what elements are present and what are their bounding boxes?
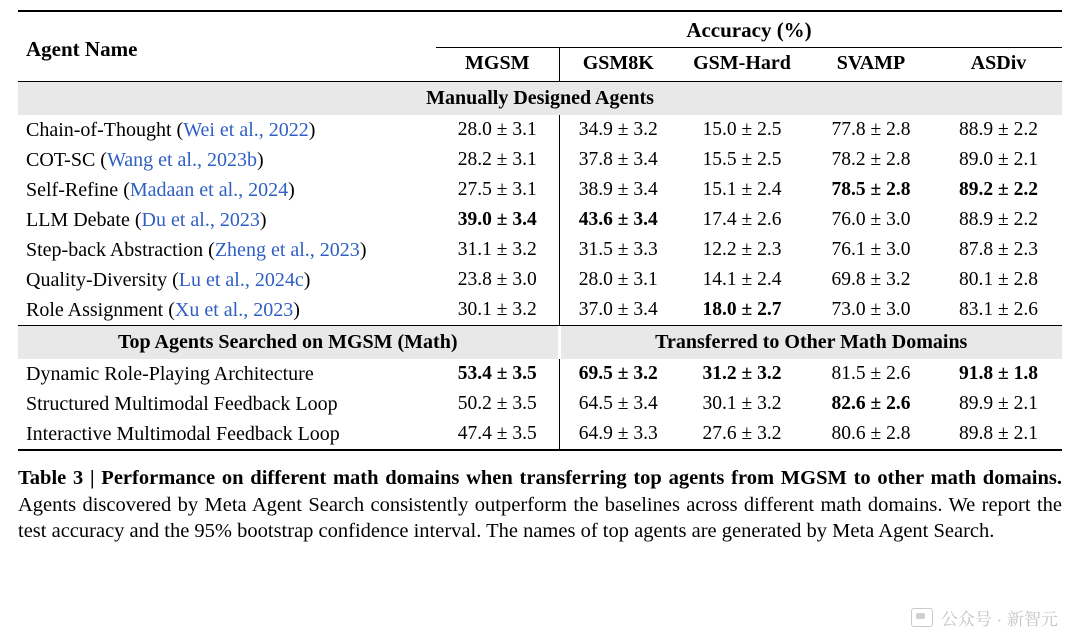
- agent-label-tail: ): [288, 178, 295, 201]
- agent-name-cell: [18, 265, 436, 295]
- table-row: [18, 419, 1062, 450]
- value-mgsm: 50.2 ± 3.5: [457, 393, 537, 414]
- value-asdiv: 88.9 ± 2.2: [959, 209, 1038, 230]
- citation-link[interactable]: Du et al., 2023: [141, 208, 260, 231]
- value-asdiv: 91.8 ± 1.8: [959, 363, 1038, 384]
- value-mgsm: 47.4 ± 3.5: [457, 423, 537, 444]
- value-gsm8k: 37.8 ± 3.4: [559, 145, 677, 175]
- citation-link[interactable]: Madaan et al., 2024: [129, 178, 289, 201]
- value-svamp: 76.0 ± 3.0: [831, 209, 911, 230]
- table-bottom-rule: [18, 450, 1062, 451]
- value-svamp: 81.5 ± 2.6: [831, 363, 911, 384]
- table-row: [18, 145, 1062, 175]
- value-gsm-hard: 12.2 ± 2.3: [702, 239, 782, 260]
- section-header-transferred-label: Transferred to Other Math Domains: [559, 326, 1062, 359]
- value-mgsm: 53.4 ± 3.5: [457, 363, 537, 384]
- agent-label-tail: ): [259, 208, 267, 231]
- results-table: [18, 10, 1062, 451]
- agent-name-cell: [18, 205, 436, 235]
- value-svamp: 77.8 ± 2.8: [831, 119, 911, 140]
- value-gsm8k: 28.0 ± 3.1: [559, 265, 677, 295]
- agent-label-tail: ): [308, 118, 316, 141]
- agent-label: COT-SC (: [26, 148, 107, 171]
- section-header-manual-label: Manually Designed Agents: [18, 82, 1062, 115]
- value-gsm8k: 64.5 ± 3.4: [559, 389, 677, 419]
- value-gsm-hard: 15.5 ± 2.5: [702, 149, 782, 170]
- value-mgsm: 23.8 ± 3.0: [457, 269, 537, 290]
- header-col-svamp: SVAMP: [836, 52, 906, 74]
- agent-label: Step-back Abstraction (: [26, 238, 215, 261]
- value-asdiv: 89.8 ± 2.1: [959, 423, 1038, 444]
- table-row: [18, 265, 1062, 295]
- header-agent-name: Agent Name: [26, 37, 138, 61]
- agent-label-tail: ): [359, 238, 367, 261]
- citation-link[interactable]: Zheng et al., 2023: [214, 238, 360, 261]
- value-gsm8k: 43.6 ± 3.4: [559, 205, 677, 235]
- header-col-gsm8k: GSM8K: [559, 48, 677, 82]
- citation-link[interactable]: Wei et al., 2022: [183, 118, 309, 141]
- agent-label-tail: ): [256, 148, 264, 171]
- value-asdiv: 89.2 ± 2.2: [959, 179, 1038, 200]
- value-gsm-hard: 18.0 ± 2.7: [702, 299, 782, 320]
- value-mgsm: 30.1 ± 3.2: [457, 299, 537, 320]
- value-mgsm: 28.0 ± 3.1: [457, 119, 537, 140]
- table-row: [18, 295, 1062, 326]
- value-svamp: 69.8 ± 3.2: [831, 269, 911, 290]
- agent-name-cell: Structured Multimodal Feedback Loop: [26, 392, 338, 415]
- table-row: [18, 359, 1062, 389]
- citation-link[interactable]: Xu et al., 2023: [174, 298, 294, 321]
- agent-name-cell: [18, 175, 436, 205]
- value-asdiv: 83.1 ± 2.6: [959, 299, 1038, 320]
- agent-name-cell: [18, 145, 436, 175]
- watermark-text: 公众号 · 新智元: [940, 610, 1058, 629]
- value-gsm8k: 38.9 ± 3.4: [559, 175, 677, 205]
- header-accuracy: Accuracy (%): [436, 12, 1062, 48]
- value-gsm-hard: 27.6 ± 3.2: [702, 423, 782, 444]
- value-svamp: 78.5 ± 2.8: [831, 179, 911, 200]
- value-svamp: 73.0 ± 3.0: [831, 299, 911, 320]
- agent-label: Chain-of-Thought (: [26, 118, 184, 141]
- value-gsm-hard: 15.1 ± 2.4: [702, 179, 782, 200]
- agent-name-cell: Interactive Multimodal Feedback Loop: [26, 422, 340, 445]
- value-mgsm: 31.1 ± 3.2: [457, 239, 537, 260]
- agent-label: Self-Refine (: [26, 178, 130, 201]
- value-asdiv: 88.9 ± 2.2: [959, 119, 1038, 140]
- watermark-logo-icon: [911, 608, 933, 627]
- citation-link[interactable]: Lu et al., 2024c: [178, 268, 304, 291]
- value-gsm8k: 34.9 ± 3.2: [559, 115, 677, 145]
- value-gsm-hard: 14.1 ± 2.4: [702, 269, 782, 290]
- section-header-searched-label: Top Agents Searched on MGSM (Math): [18, 326, 559, 359]
- value-gsm-hard: 30.1 ± 3.2: [702, 393, 782, 414]
- table-caption: [18, 465, 1062, 545]
- caption-body: Agents discovered by Meta Agent Search consistently outperform the baselines across different math domains. We report the test accuracy and the 95% bootstrap confidence interval. The names of top agents are generated by Meta Agent Search.: [18, 493, 1062, 543]
- value-gsm8k: 31.5 ± 3.3: [559, 235, 677, 265]
- value-mgsm: 28.2 ± 3.1: [457, 149, 537, 170]
- value-asdiv: 87.8 ± 2.3: [959, 239, 1038, 260]
- agent-label: LLM Debate (: [26, 208, 142, 231]
- header-col-asdiv: ASDiv: [970, 52, 1027, 74]
- agent-label: Quality-Diversity (: [26, 268, 179, 291]
- agent-label-tail: ): [303, 268, 311, 291]
- value-gsm8k: 64.9 ± 3.3: [559, 419, 677, 450]
- value-gsm8k: 69.5 ± 3.2: [559, 359, 677, 389]
- agent-name-cell: [18, 235, 436, 265]
- table-row: [18, 175, 1062, 205]
- value-svamp: 78.2 ± 2.8: [831, 149, 911, 170]
- agent-name-cell: Dynamic Role-Playing Architecture: [26, 362, 314, 385]
- value-asdiv: 89.0 ± 2.1: [959, 149, 1038, 170]
- table-row: [18, 205, 1062, 235]
- caption-label: Table 3 |: [18, 467, 102, 489]
- value-svamp: 80.6 ± 2.8: [831, 423, 911, 444]
- value-asdiv: 80.1 ± 2.8: [959, 269, 1038, 290]
- value-gsm-hard: 31.2 ± 3.2: [702, 363, 782, 384]
- value-mgsm: 39.0 ± 3.4: [457, 209, 537, 230]
- value-mgsm: 27.5 ± 3.1: [457, 179, 537, 200]
- section-header-top-agents: [18, 326, 1062, 359]
- citation-link[interactable]: Wang et al., 2023b: [106, 148, 257, 171]
- header-col-mgsm: MGSM: [465, 52, 530, 74]
- agent-name-cell: [18, 115, 436, 145]
- agent-name-cell: [18, 295, 436, 326]
- value-svamp: 76.1 ± 3.0: [831, 239, 911, 260]
- header-row-1: [18, 12, 1062, 48]
- value-svamp: 82.6 ± 2.6: [831, 393, 911, 414]
- table-row: [18, 115, 1062, 145]
- section-header-manual: [18, 82, 1062, 115]
- value-gsm-hard: 15.0 ± 2.5: [702, 119, 782, 140]
- table-row: [18, 235, 1062, 265]
- table-row: [18, 389, 1062, 419]
- header-col-gsm-hard: GSM-Hard: [693, 52, 791, 74]
- value-gsm8k: 37.0 ± 3.4: [559, 295, 677, 326]
- agent-label: Role Assignment (: [26, 298, 175, 321]
- caption-lead: Performance on different math domains when transferring top agents from MGSM to other math domains.: [101, 467, 1062, 489]
- value-asdiv: 89.9 ± 2.1: [959, 393, 1038, 414]
- watermark: [911, 605, 1058, 630]
- agent-label-tail: ): [293, 298, 300, 321]
- value-gsm-hard: 17.4 ± 2.6: [702, 209, 782, 230]
